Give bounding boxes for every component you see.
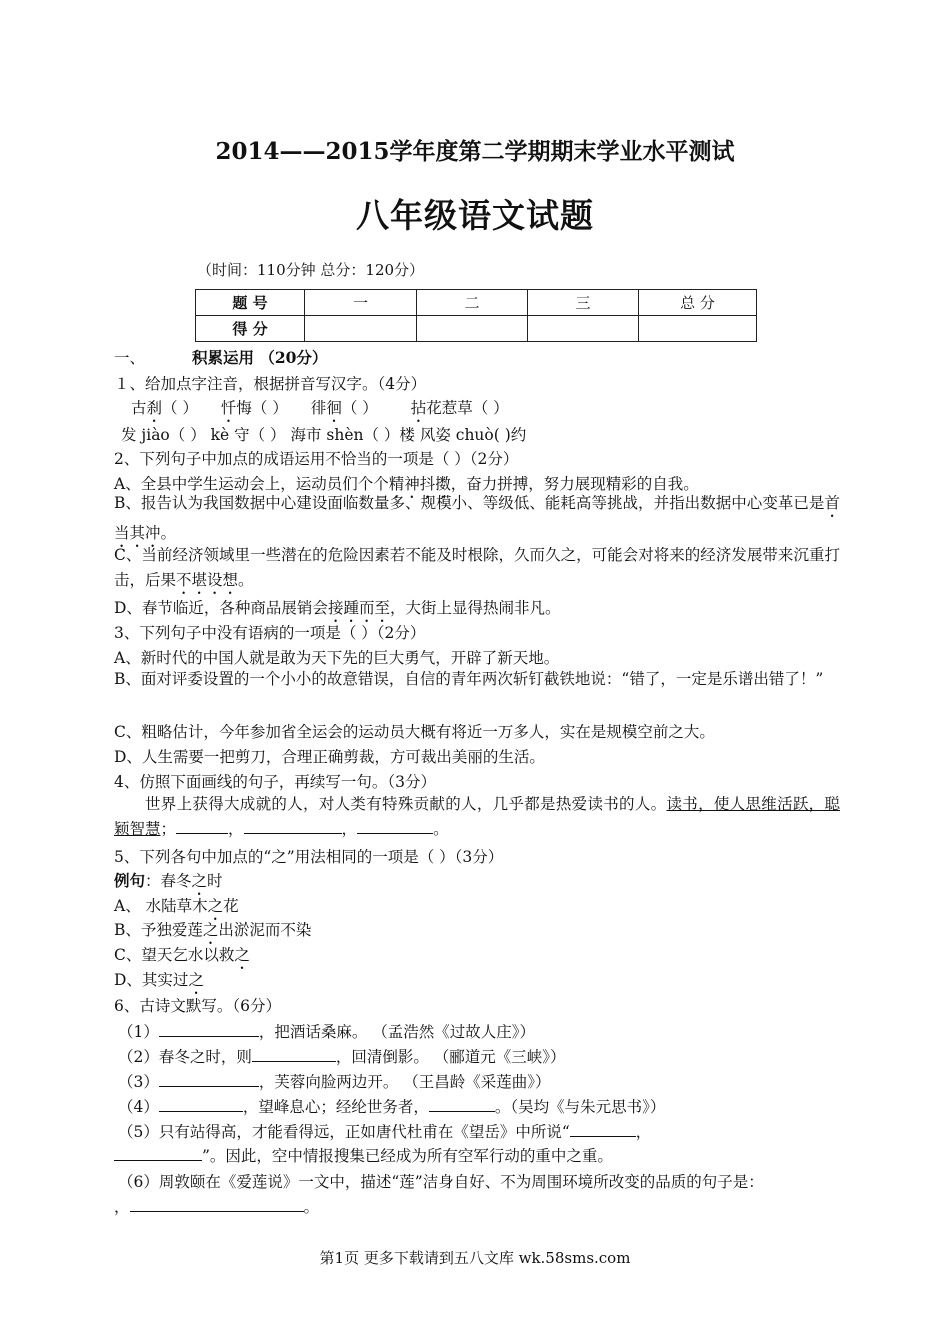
q2-d-text: ，大街上显得热闹非凡。 xyxy=(389,599,561,617)
q6-item-3 xyxy=(118,1070,844,1092)
q1-b-rest: 悔（ ） xyxy=(236,399,288,417)
q2-a-idiom: 精神抖擞 xyxy=(388,475,451,493)
q4-answer-blank-3[interactable] xyxy=(357,819,433,834)
section-number: 一、 xyxy=(114,349,146,367)
score-table xyxy=(195,289,757,342)
q6-item-text: （1） xyxy=(118,1023,159,1041)
score-cell xyxy=(417,316,528,342)
q6-answer-blank[interactable] xyxy=(159,1097,243,1112)
q2-b-text: 。 xyxy=(160,524,177,542)
q5-dotted-zhi: 之 xyxy=(234,946,250,964)
q6-item-4 xyxy=(118,1095,844,1117)
q1-c-rest: （ ） xyxy=(341,399,378,417)
q6-item-text: （4） xyxy=(118,1098,159,1116)
q5-a-text: A、 水陆草木 xyxy=(114,897,208,915)
q1-c-dotted: 徊 xyxy=(326,399,342,417)
score-table-cell: 总 分 xyxy=(639,290,757,316)
q5-dotted-zhi: 之 xyxy=(191,872,208,890)
q6-item-6-cont xyxy=(114,1195,840,1217)
q6-answer-blank[interactable] xyxy=(429,1097,495,1112)
q4-comma: ， xyxy=(228,820,244,838)
q6-item-6: （6）周敦颐在《爱莲说》一文中，描述“莲”洁身自好、不为周围环境所改变的品质的句子是： xyxy=(118,1173,764,1191)
q6-answer-blank[interactable] xyxy=(252,1047,336,1062)
q5-a-text: 花 xyxy=(223,897,239,915)
q4-separator: ； xyxy=(160,820,177,838)
q6-answer-blank[interactable] xyxy=(159,1072,259,1087)
q6-item-text: 。 xyxy=(303,1198,320,1216)
score-table-cell: 二 xyxy=(417,290,528,316)
q6-item-2 xyxy=(118,1045,844,1067)
q1-line1 xyxy=(131,396,857,426)
q3-option-b: B、面对评委设置的一个小小的故意错误，自信的青年两次斩钉截铁地说：“错了，一定是乐谱出错了！” xyxy=(114,670,824,688)
q1-a-prefix: 古 xyxy=(131,399,147,417)
score-cell xyxy=(528,316,639,342)
q4-passage xyxy=(114,792,840,842)
q6-stem: 6、古诗文默写。（6分） xyxy=(114,997,281,1015)
q1-a-dotted: 刹 xyxy=(146,399,163,417)
q2-b-idiom: 首当其冲 xyxy=(114,494,840,542)
exam-subject-title: 八年级语文试题 xyxy=(356,196,594,235)
score-cell xyxy=(639,316,757,342)
q4-period: 。 xyxy=(433,820,449,838)
q2-a-text: ，奋力拼搏，努力展现精彩的自我。 xyxy=(450,475,699,493)
q5-b-text: 出淤泥而不染 xyxy=(218,921,312,939)
exam-title: 2014——2015学年度第二学期期末学业水平测试 xyxy=(215,138,735,165)
q5-example-label: 例句 xyxy=(114,871,146,890)
q5-b-text: B、予独爱莲 xyxy=(114,921,203,939)
q6-answer-blank[interactable] xyxy=(114,1146,202,1161)
q4-answer-blank-1[interactable] xyxy=(176,819,228,834)
q6-item-text: ，望峰息心；经纶世务者， xyxy=(242,1098,429,1116)
q2-c-idiom: 不堪设想 xyxy=(176,571,239,589)
q6-item-text: ，回清倒影。 （郦道元《三峡》） xyxy=(335,1048,566,1066)
q5-example-text: 时 xyxy=(207,872,223,890)
q2-a-text: A、全县中学生运动会上，运动员们个个 xyxy=(114,475,389,493)
q3-option-d: D、人生需要一把剪刀，合理正确剪裁，方可裁出美丽的生活。 xyxy=(114,748,545,766)
q4-answer-blank-2[interactable] xyxy=(244,819,342,834)
q6-item-text: （3） xyxy=(118,1073,159,1091)
q5-dotted-zhi: 之 xyxy=(188,971,204,989)
q6-answer-blank[interactable] xyxy=(159,1022,259,1037)
q2-d-idiom: 接踵而至 xyxy=(327,599,390,617)
q6-answer-blank[interactable] xyxy=(570,1122,636,1137)
q3-option-c: C、粗略估计，今年参加省全运会的运动员大概有将近一万多人，实在是规模空前之大。 xyxy=(114,723,715,741)
q1-b-dotted: 忏 xyxy=(220,399,237,417)
q4-passage-text: 世界上获得大成就的人，对人类有特殊贡献的人，几乎都是热爱读书的人。 xyxy=(145,795,667,813)
q6-answer-blank[interactable] xyxy=(130,1197,304,1212)
q5-stem: 5、下列各句中加点的“之”用法相同的一项是（ ）（3分） xyxy=(114,848,504,866)
score-table-cell: 一 xyxy=(305,290,417,316)
q4-stem: 4、仿照下面画线的句子，再续写一句。（3分） xyxy=(114,773,436,791)
q6-item-text: ”。因此，空中情报搜集已经成为所有空军行动的重中之重。 xyxy=(202,1147,613,1165)
q1-d-dotted: 拈 xyxy=(410,399,427,417)
q5-c-text: C、望天乞水以救 xyxy=(114,946,235,964)
q1-a-rest: （ ） xyxy=(162,399,198,417)
q2-stem: 2、下列句子中加点的成语运用不恰当的一项是（ ）（2分） xyxy=(114,450,519,468)
q1-stem: １、给加点字注音，根据拼音写汉字。（4分） xyxy=(114,375,427,393)
q5-d-text: D、其实过 xyxy=(114,971,189,989)
section-title: 积累运用 （20分） xyxy=(191,348,328,367)
q2-option-c xyxy=(114,543,840,598)
score-table-cell: 得 分 xyxy=(196,316,305,342)
section-heading xyxy=(114,346,840,368)
q6-item-5 xyxy=(118,1120,844,1142)
q2-b-text: B、报告认为我国数据中心建设面临数量多、规模小、等级低、能耗高等挑战，并指出数据中心变革已是 xyxy=(114,494,825,512)
q5-dotted-zhi: 之 xyxy=(207,897,224,915)
q6-item-1 xyxy=(118,1020,844,1042)
q1-c-prefix: 徘 xyxy=(310,399,327,417)
q2-option-b xyxy=(114,491,840,551)
q6-item-5-cont xyxy=(114,1144,840,1166)
score-table-header-row xyxy=(196,290,757,316)
q3-stem: 3、下列句子中没有语病的一项是（ ）（2分） xyxy=(114,624,426,642)
q4-underlined-sentence: 读书，使人思维活跃，聪颖智慧 xyxy=(114,795,840,838)
page-footer: 第1页 更多下载请到五八文库 wk.58sms.com xyxy=(319,1249,631,1267)
score-table-score-row xyxy=(196,316,757,342)
q6-item-text: ，把酒话桑麻。 （孟浩然《过故人庄》） xyxy=(258,1023,536,1041)
q5-example-text: ：春冬 xyxy=(145,872,192,890)
score-table-cell: 题 号 xyxy=(196,290,305,316)
q2-c-text: 。 xyxy=(238,571,254,589)
q6-item-text: ， xyxy=(635,1123,652,1141)
q6-item-text: 。（吴均《与朱元思书》） xyxy=(494,1098,666,1116)
q2-c-text: C、当前经济领域里一些潜在的危险因素若不能及时根除，久而久之，可能会对将来的经济发展带来沉重打击，后果 xyxy=(114,546,840,589)
q6-item-text: ，芙蓉向脸两边开。 （王昌龄《采莲曲》） xyxy=(258,1073,551,1091)
q2-d-text: D、春节临近，各种商品展销会 xyxy=(114,599,328,617)
score-cell xyxy=(305,316,417,342)
q6-item-text: （2）春冬之时，则 xyxy=(118,1048,252,1066)
q1-d-rest: 花惹草（ ） xyxy=(426,399,509,417)
time-score-info: （时间：110分钟 总分：120分） xyxy=(197,261,425,279)
q6-item-text: （5）只有站得高，才能看得远，正如唐代杜甫在《望岳》中所说“ xyxy=(118,1123,570,1141)
q3-option-a: A、新时代的中国人就是敢为天下先的巨大勇气，开辟了新天地。 xyxy=(114,649,560,667)
q6-item-text: ， xyxy=(114,1198,130,1216)
score-table-cell: 三 xyxy=(528,290,639,316)
q1-line2: 发 jiào（ ） kè 守（ ） 海市 shèn（ ）楼 风姿 chuò( )约 xyxy=(121,426,527,444)
q4-comma: ， xyxy=(341,820,358,838)
q5-dotted-zhi: 之 xyxy=(202,921,219,939)
